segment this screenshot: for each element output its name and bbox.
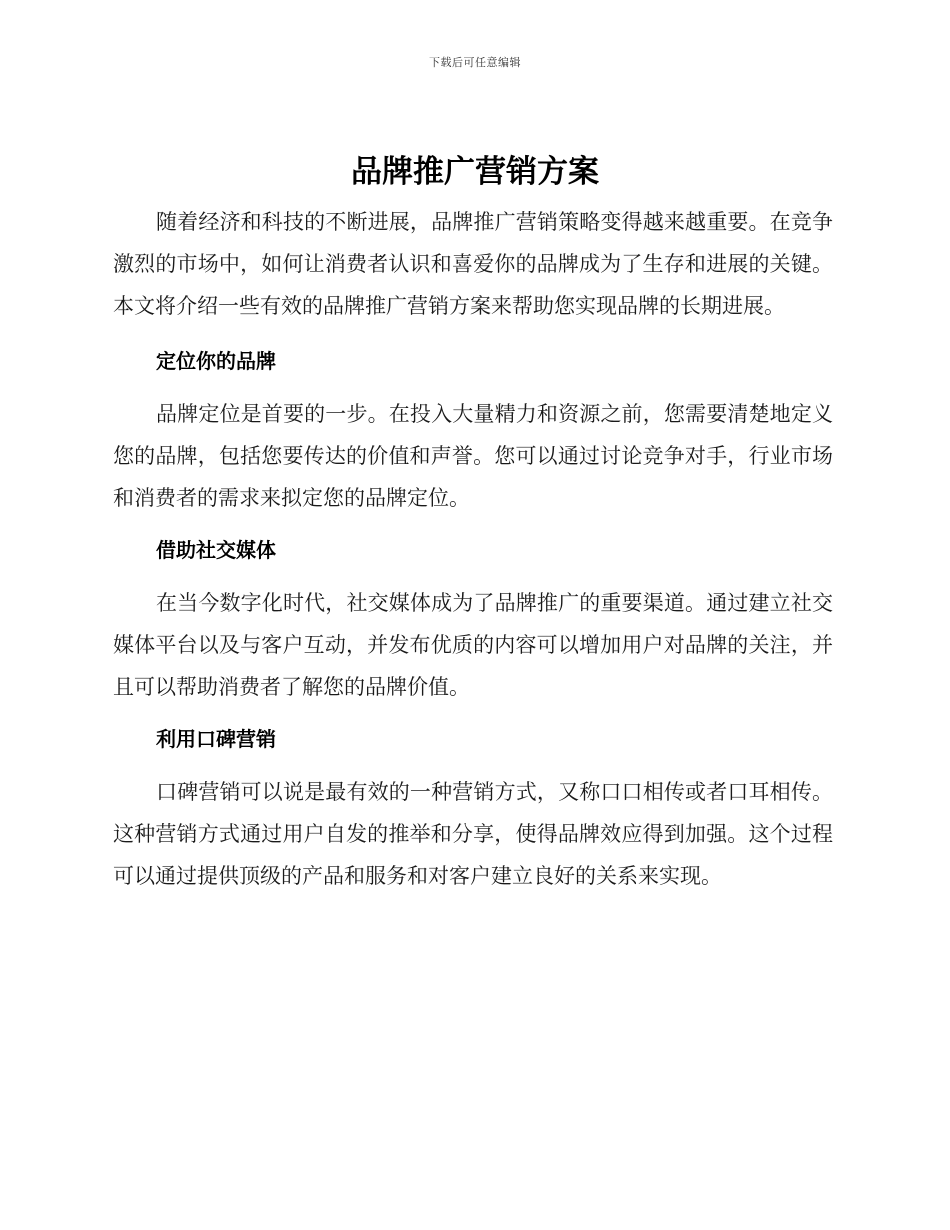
section-paragraph: 在当今数字化时代，社交媒体成为了品牌推广的重要渠道。通过建立社交媒体平台以及与客户互动，并发布优质的内容可以增加用户对品牌的关注，并且可以帮助消费者了解您的品牌价值。 bbox=[113, 591, 833, 699]
header-note: 下载后可任意编辑 bbox=[429, 56, 521, 69]
section-paragraph: 口碑营销可以说是最有效的一种营销方式，又称口口相传或者口耳相传。这种营销方式通过用户自发的推举和分享，使得品牌效应得到加强。这个过程可以通过提供顶级的产品和服务和对客户建立良好的关系来实现。 bbox=[113, 780, 833, 888]
section-positioning bbox=[113, 339, 833, 519]
section-word-of-mouth bbox=[113, 717, 833, 897]
document-title: 品牌推广营销方案 bbox=[351, 154, 599, 190]
document-body bbox=[113, 201, 833, 897]
section-heading: 定位你的品牌 bbox=[156, 349, 276, 373]
section-heading: 借助社交媒体 bbox=[156, 538, 276, 562]
section-paragraph: 品牌定位是首要的一步。在投入大量精力和资源之前，您需要清楚地定义您的品牌，包括您要传达的价值和声誉。您可以通过讨论竞争对手，行业市场和消费者的需求来拟定您的品牌定位。 bbox=[113, 402, 833, 510]
intro-paragraph: 随着经济和科技的不断进展，品牌推广营销策略变得越来越重要。在竞争激烈的市场中，如何让消费者认识和喜爱你的品牌成为了生存和进展的关键。本文将介绍一些有效的品牌推广营销方案来帮助您实现品牌的长期进展。 bbox=[113, 210, 833, 318]
section-heading: 利用口碑营销 bbox=[156, 727, 276, 751]
section-social-media bbox=[113, 528, 833, 708]
